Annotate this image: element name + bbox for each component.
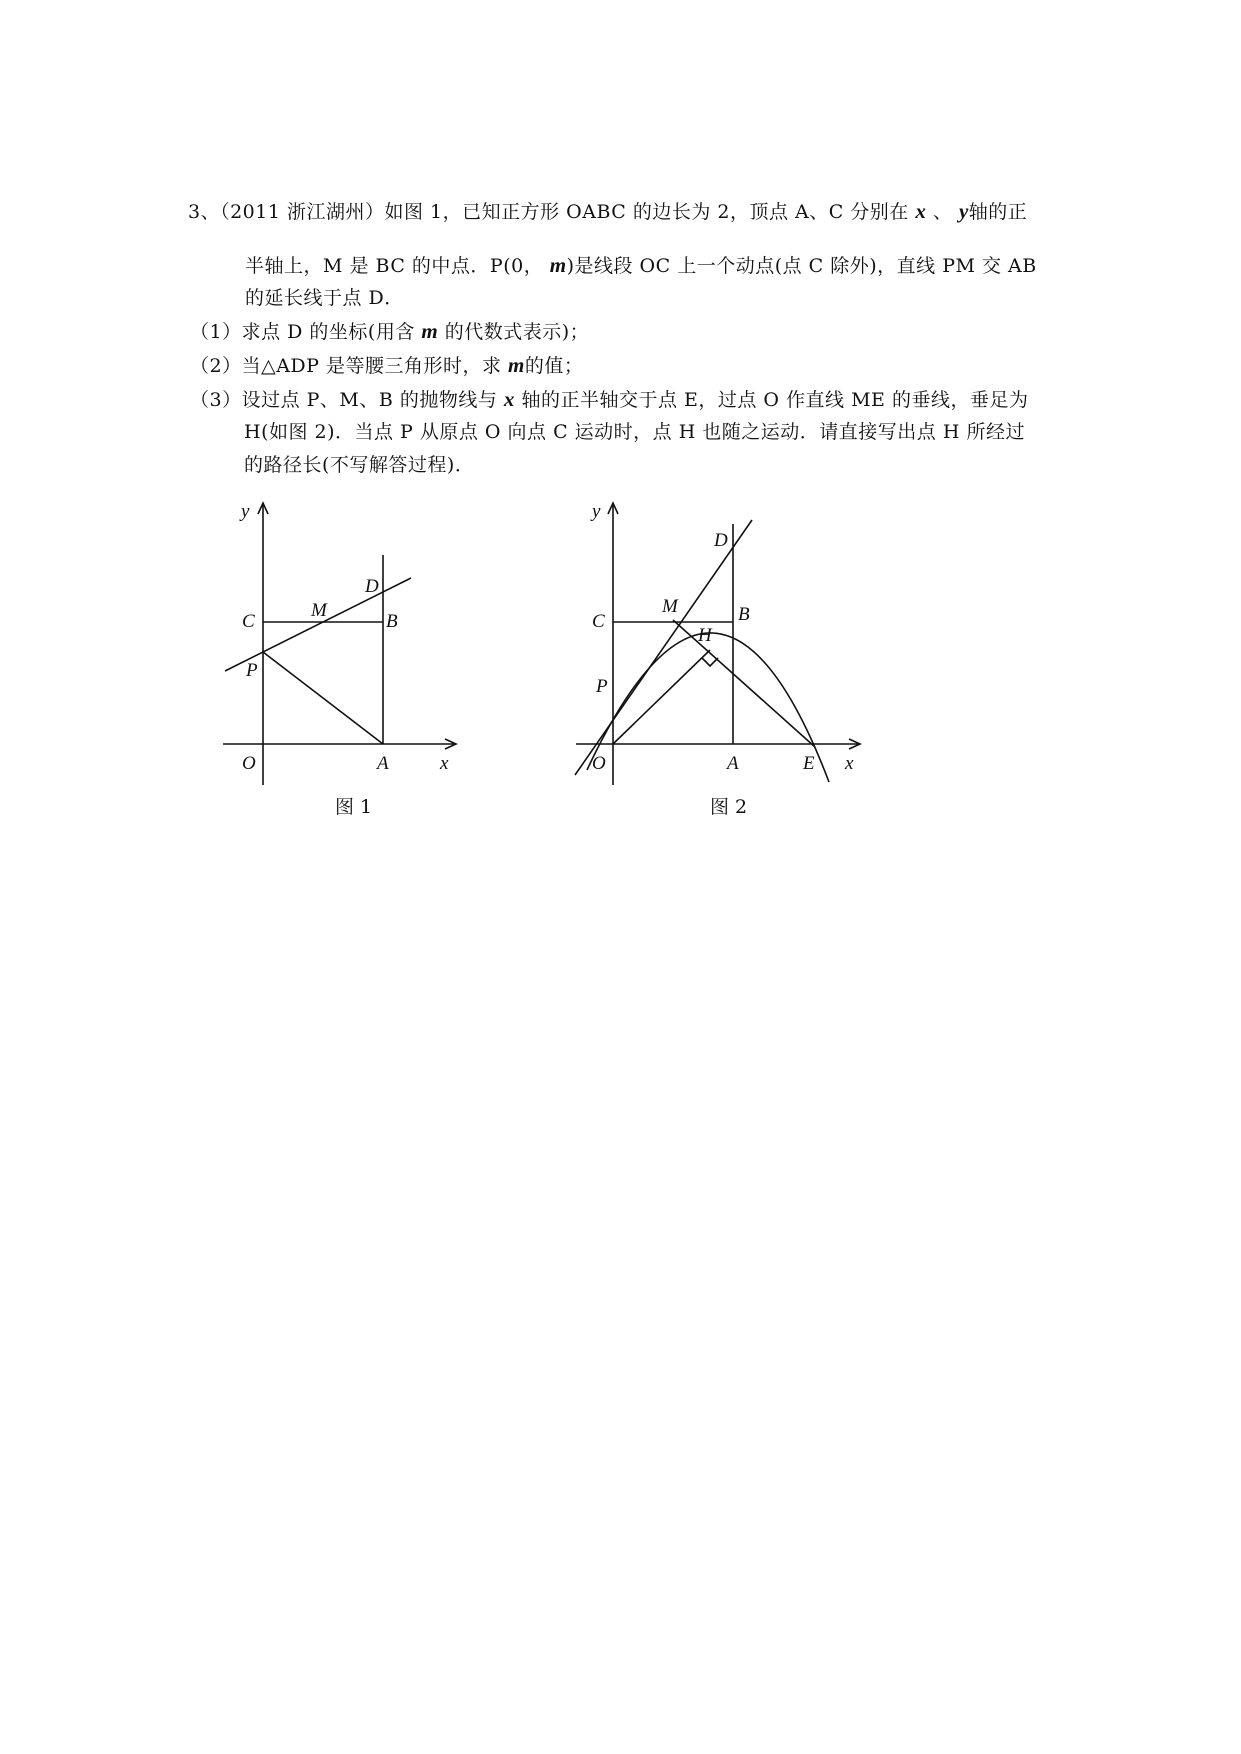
question-2 — [190, 352, 583, 379]
variable-m: m — [508, 353, 525, 377]
problem-line-2-end: )是线段 OC 上一个动点(点 C 除外)，直线 PM 交 AB — [566, 255, 1037, 277]
label-y: y — [592, 501, 601, 522]
line-me — [673, 620, 815, 747]
parabola — [587, 633, 829, 782]
label-p: P — [596, 676, 608, 697]
label-h: H — [698, 625, 712, 646]
variable-m: m — [421, 319, 439, 343]
problem-line-1 — [188, 198, 1027, 225]
question-3-text: （3）设过点 P、M、B 的抛物线与 — [190, 389, 498, 411]
question-3 — [190, 386, 1028, 413]
label-o: O — [242, 753, 256, 774]
problem-line-3 — [245, 285, 404, 311]
label-b: B — [386, 611, 398, 632]
figure-2-caption: 图 2 — [710, 796, 748, 818]
figure-1-diagram — [215, 500, 475, 800]
figure-2-diagram — [570, 500, 870, 800]
question-1 — [190, 318, 589, 345]
problem-line-3-text: 的延长线于点 D． — [245, 287, 404, 309]
variable-m: m — [549, 253, 567, 277]
label-p: P — [246, 660, 258, 681]
label-b: B — [738, 604, 750, 625]
label-m: M — [311, 600, 327, 621]
line-pmd — [575, 520, 752, 775]
variable-x: x — [503, 387, 515, 411]
question-2-text: （2）当△ADP 是等腰三角形时，求 — [190, 355, 502, 377]
problem-line-1-sep: 、 — [932, 201, 953, 223]
figure-1-caption: 图 1 — [335, 796, 373, 818]
problem-line-2 — [245, 252, 1037, 279]
figure-2 — [570, 500, 870, 800]
label-x: x — [440, 753, 449, 774]
label-o: O — [592, 753, 606, 774]
question-3-line-3 — [244, 452, 474, 478]
label-y: y — [241, 501, 250, 522]
question-1-text: （1）求点 D 的坐标(用含 — [190, 321, 415, 343]
question-3-line-2 — [244, 419, 1025, 445]
label-d: D — [714, 530, 728, 551]
label-e: E — [803, 753, 815, 774]
label-a: A — [727, 753, 739, 774]
question-2-end: 的值； — [524, 355, 584, 377]
question-3-line-3-text: 的路径长(不写解答过程)． — [244, 454, 475, 476]
variable-x: x — [915, 199, 927, 223]
question-3-line-2-text: H(如图 2)．当点 P 从原点 O 向点 C 运动时，点 H 也随之运动．请直接写出点 H 所经过 — [244, 421, 1025, 443]
problem-line-1-text: 3、（2011 浙江湖州）如图 1，已知正方形 OABC 的边长为 2，顶点 A、C 分别在 — [188, 201, 909, 223]
segment-pa — [263, 652, 383, 744]
question-1-end: 的代数式表示)； — [444, 321, 590, 343]
problem-line-2-text: 半轴上，M 是 BC 的中点．P(0， — [245, 255, 544, 277]
label-d: D — [365, 576, 379, 597]
label-c: C — [592, 611, 605, 632]
label-c: C — [242, 611, 255, 632]
label-x: x — [845, 753, 854, 774]
question-3-end: 轴的正半轴交于点 E，过点 O 作直线 ME 的垂线，垂足为 — [521, 389, 1029, 411]
figure-1 — [215, 500, 475, 800]
label-m: M — [662, 596, 678, 617]
variable-y: y — [958, 199, 969, 223]
label-a: A — [377, 753, 389, 774]
right-angle-mark — [702, 658, 718, 666]
problem-line-1-end: 轴的正 — [968, 201, 1028, 223]
